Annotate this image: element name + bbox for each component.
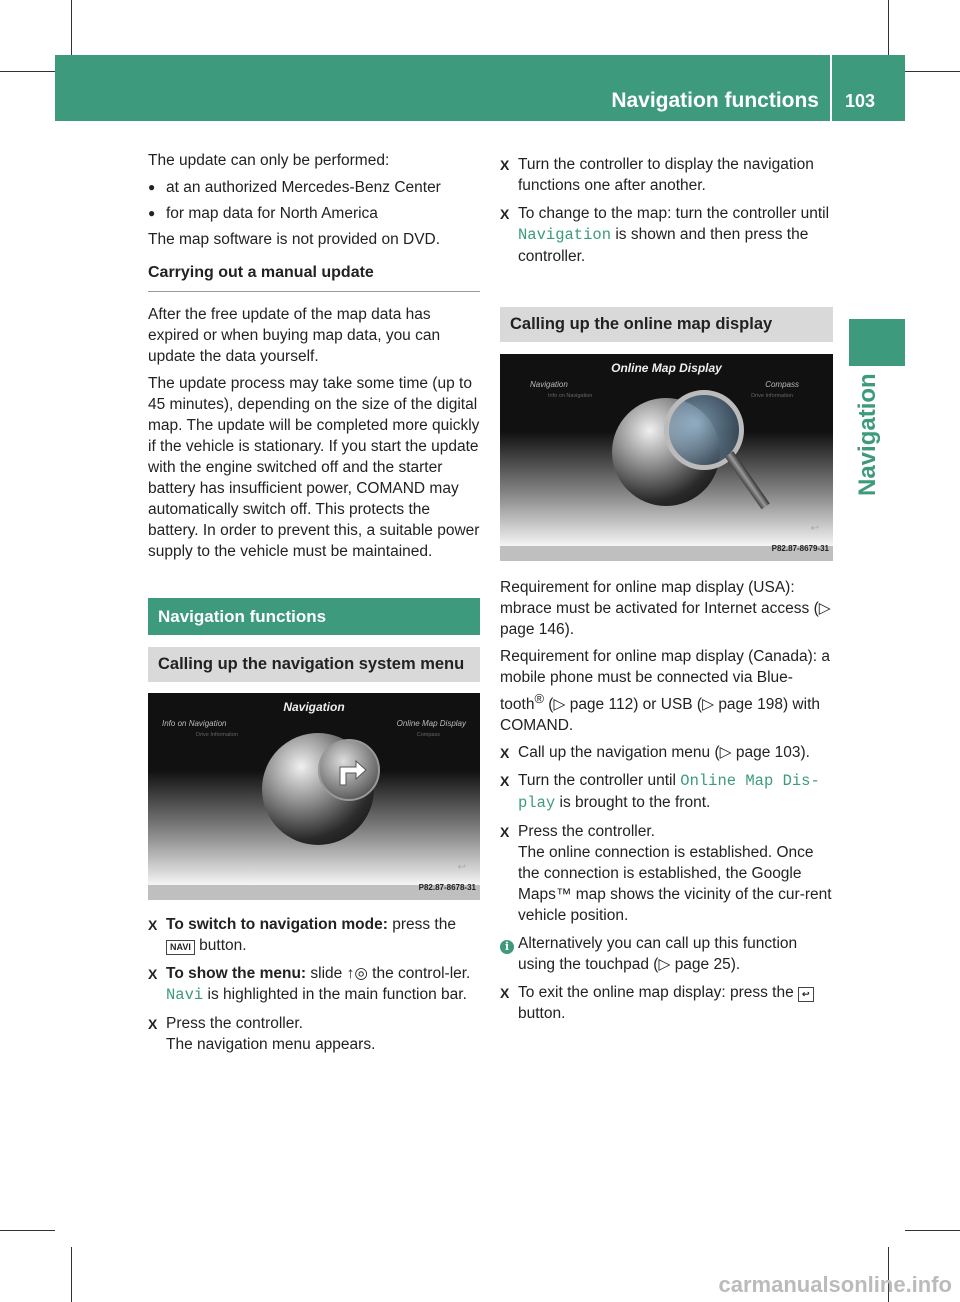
dvd-note: The map software is not provided on DVD. — [148, 231, 441, 248]
step-text: button. — [194, 937, 247, 954]
step-text: is shown and then press the controller. — [518, 226, 809, 265]
bullet-icon: ● — [148, 206, 156, 220]
step-text: To change to the map: turn the controller until — [518, 205, 830, 222]
step-text: slide ↑◎ the control-ler. — [306, 965, 471, 982]
screenshot-online-map-display — [500, 354, 833, 561]
step-text: press the — [387, 916, 456, 933]
screenshot-right-label: Compass — [765, 380, 799, 389]
step-arrow-icon: X — [500, 206, 510, 222]
step-bold: To switch to navigation mode: — [166, 916, 388, 933]
list-item — [148, 203, 480, 224]
navi-key-icon: NAVI — [166, 940, 195, 955]
crop-mark — [0, 71, 55, 72]
instruction-step — [148, 914, 480, 956]
bullet-icon: ● — [148, 180, 156, 194]
step-result: The online connection is established. Once the connection is established, the Google Maps™ map shows the vicinity of the cur-rent vehicle position. — [518, 844, 832, 925]
right-column — [500, 154, 833, 1031]
instruction-step — [148, 1013, 480, 1055]
screenshot-left-sub: Info on Navigation — [548, 393, 593, 399]
req-text: (▷ page 112) or USB (▷ page 198) with COMAND. — [500, 696, 820, 735]
step-arrow-icon: X — [500, 985, 510, 1002]
step-text: Call up the navigation menu (▷ page 103). — [518, 744, 810, 762]
requirement-usa: Requirement for online map display (USA): mbrace must be activated for Internet access (▷ page 146). — [500, 579, 831, 638]
crop-mark — [71, 1247, 72, 1302]
subsection-heading-calling-nav-menu: Calling up the navigation system menu — [148, 647, 480, 682]
req-text: Requirement for online map display (Canada): a mobile phone must be connected via Blue-tooth — [500, 648, 830, 714]
instruction-step — [500, 203, 833, 267]
back-icon: ↩ — [810, 523, 819, 534]
crop-mark — [0, 1230, 55, 1231]
instruction-step — [500, 770, 833, 814]
screenshot-title: Online Map Display — [611, 361, 722, 375]
crop-mark — [905, 1230, 960, 1231]
left-column — [148, 150, 480, 1062]
step-text: is brought to the front. — [555, 794, 711, 812]
step-text: To exit the online map display: press the — [518, 984, 799, 1002]
manual-paragraph-1: After the free update of the map data has expired or when buying map data, you can update the data yourself. — [148, 306, 441, 365]
screenshot-right-label: Online Map Display — [396, 719, 466, 728]
screenshot-left-label: Navigation — [530, 380, 568, 389]
figure-code: P82.87-8679-31 — [771, 544, 829, 553]
section-heading-manual-update: Carrying out a manual update — [148, 262, 480, 292]
step-text: Press the controller. — [518, 823, 655, 841]
subsection-heading-online-map: Calling up the online map display — [500, 307, 833, 342]
navigation-arrow-icon — [318, 739, 380, 801]
info-text: Alternatively you can call up this function using the touchpad (▷ page 25). — [518, 935, 798, 974]
step-text: Press the controller. — [166, 1015, 303, 1032]
crop-mark — [71, 0, 72, 55]
instruction-step — [500, 821, 833, 926]
step-bold: To show the menu: — [166, 965, 307, 982]
requirement-canada — [500, 646, 833, 736]
step-arrow-icon: X — [500, 773, 510, 790]
instruction-step — [500, 154, 833, 196]
list-item — [148, 177, 480, 198]
screenshot-navigation-menu — [148, 693, 480, 900]
display-text-online-map: Online Map Dis‐ play — [518, 772, 820, 813]
side-tab-marker — [849, 319, 905, 366]
back-key-icon: ↩ — [798, 987, 814, 1002]
watermark: carmanualsonline.info — [718, 1272, 952, 1297]
display-text-navigation: Navigation — [518, 226, 612, 244]
screenshot-left-sub: Drive Information — [196, 732, 238, 738]
screenshot-right-sub: Drive Information — [751, 393, 793, 399]
step-arrow-icon: X — [500, 745, 510, 762]
side-tab-label: Navigation — [854, 373, 881, 496]
step-arrow-icon: X — [500, 824, 510, 841]
page-number: 103 — [845, 91, 876, 111]
header-divider — [830, 55, 832, 121]
screenshot-footer — [500, 546, 833, 561]
crop-mark — [888, 0, 889, 55]
screenshot-footer — [148, 885, 480, 900]
screenshot-left-label: Info on Navigation — [162, 719, 227, 728]
step-arrow-icon: X — [148, 917, 158, 933]
header-title: Navigation functions — [611, 89, 819, 112]
registered-mark: ® — [534, 691, 544, 706]
screenshot-right-sub: Compass — [416, 732, 440, 738]
step-text: button. — [518, 1005, 566, 1023]
step-text: Turn the controller to display the navigation functions one after another. — [518, 156, 814, 194]
step-text: is highlighted in the main function bar. — [203, 986, 467, 1003]
page-header — [55, 55, 905, 121]
step-text: Turn the controller until — [518, 772, 681, 790]
screenshot-title: Navigation — [283, 700, 345, 714]
section-bar-navigation-functions: Navigation functions — [148, 598, 480, 635]
info-icon: i — [500, 940, 514, 954]
instruction-step — [500, 982, 833, 1024]
step-arrow-icon: X — [148, 966, 158, 982]
display-text-navi: Navi — [166, 986, 204, 1004]
step-result: The navigation menu appears. — [166, 1036, 376, 1053]
back-icon: ↩ — [457, 862, 466, 873]
figure-code: P82.87-8678-31 — [418, 883, 476, 892]
step-arrow-icon: X — [500, 157, 510, 173]
bullet-text: for map data for North America — [166, 205, 378, 222]
instruction-step — [148, 963, 480, 1006]
step-arrow-icon: X — [148, 1016, 158, 1032]
bullet-text: at an authorized Mercedes-Benz Center — [166, 179, 441, 196]
intro-text: The update can only be performed: — [148, 152, 390, 169]
manual-paragraph-2: The update process may take some time (up to 45 minutes), depending on the size of the digital map. The update will be completed more quickly if the vehicle is stationary. If you start the update with the engine switched off and the starter battery has insufficient power, COMAND may automatically switch off. This protects the battery. In order to prevent this, a suitable power supply to the vehicle must be maintained. — [148, 375, 480, 560]
instruction-step — [500, 742, 833, 763]
crop-mark — [905, 71, 960, 72]
info-note — [500, 933, 833, 975]
